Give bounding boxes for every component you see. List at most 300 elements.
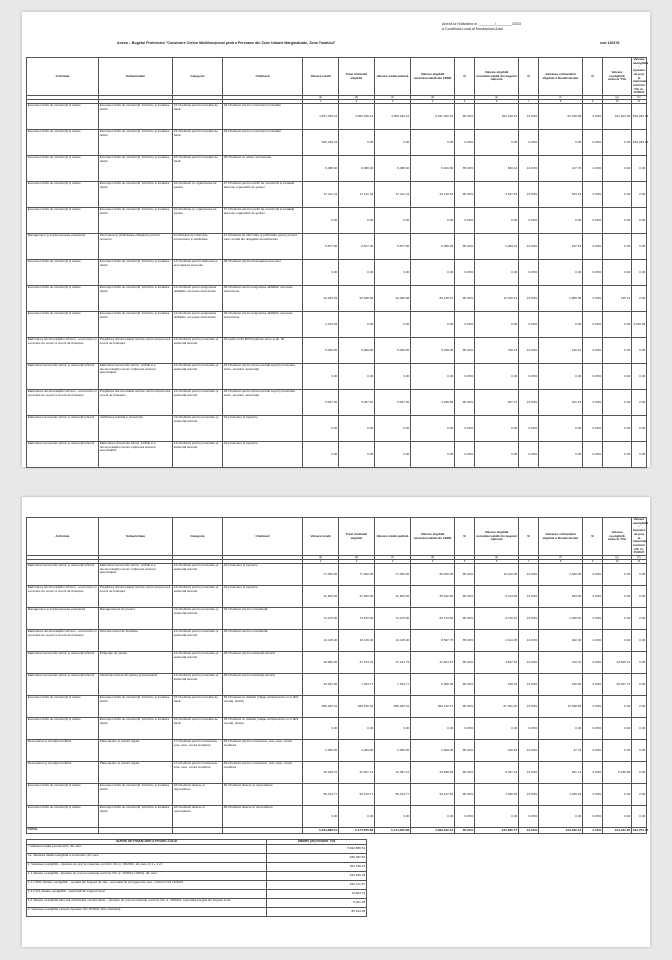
financing-value: 8,921.95 [267,898,367,907]
financing-label: 1.1.1 98% Valoare neeligibilă – la plata din bugetul de stat - suportată de la bugetul de stat - conform OG 15/2021 [27,880,267,889]
table-cell: 0.00 [411,416,455,442]
financing-value: 532,371.57 [267,880,367,889]
table-cell: 77,000.00 [375,564,411,586]
table-cell: Execuţie lucrări de construcţii, furnizare şi instalare dotări [99,130,173,156]
column-header: Valoare eligibilă nerambursabilă din FEDR [411,518,455,556]
table-cell: 1,885.38 [539,286,583,312]
table-cell: 0.00% [583,416,603,442]
table-cell: 14-Cheltuieli pentru proiectare şi asistenţă tehnică [173,652,223,674]
table-cell: 0.00 [603,784,632,806]
financing-row [27,862,367,871]
table-cell: 0.00 [539,208,583,234]
table-cell: 0.00 [339,312,375,338]
table-cell: 41,057.12 [375,762,411,784]
formula-cell: (c) [375,96,411,100]
table-cell: 0.00 [539,718,583,740]
table-cell: 0.00 [411,718,455,740]
table-cell: Executie lucrări de construcţii şi dotare [27,718,99,740]
total-cell [173,828,223,834]
table-cell: 0.00% [519,260,539,286]
index-cell: 2 [339,560,375,564]
table-cell: 12,250.41 [475,286,519,312]
table-cell: 0.00 [303,806,339,828]
table-cell: 77,000.00 [303,564,339,586]
table-cell: Executie lucrări de construcţii şi dotare [27,104,99,130]
table-cell: Execuţie lucrări de construcţii, furnizare şi instalare dotări [99,718,173,740]
table-cell: Pregătirea documentaţiei tehnice pentru depunerea cererii de finanţare [99,586,173,608]
column-header: % [583,518,603,556]
table-cell: 0.00 [411,260,455,286]
table-cell: 1,903.08 [411,740,455,762]
table-cell: 0.00 [632,762,647,784]
table-cell: 44-proiectare şi inginerie [223,586,303,608]
table-row [27,762,647,784]
total-cell: 13.00% [519,828,539,834]
table-cell: Decontarea și recepția lucrărilor [27,740,99,762]
column-header: % [455,58,475,96]
table-cell: 0.00 [603,338,632,364]
table-cell: 0.00% [519,806,539,828]
table-cell: 0.00 [475,260,519,286]
table-cell: 2.00% [583,156,603,182]
index-cell: 4 [411,560,455,564]
column-header: % [583,58,603,96]
table-cell: 13.00% [519,740,539,762]
table-cell: 14-Cheltuieli pentru asigurarea utilităţilor necesare obiectivului [173,286,223,312]
table-cell: 0.00 [632,718,647,740]
table-cell: 978.22 [475,674,519,696]
table-cell: 0.00 [475,312,519,338]
table-cell: 7,524.77 [339,674,375,696]
table-cell: 0.00 [632,260,647,286]
table-row [27,104,647,130]
table-cell: 0.00 [632,564,647,586]
formula-cell: (a) [303,556,339,560]
table-cell: 9,877.00 [375,234,411,260]
table-cell: 0.00 [303,416,339,442]
total-cell [223,828,303,834]
column-header: Valoarea cofinanțării eligibile a Beneficiarului [539,58,583,96]
financing-sources-table [26,839,367,917]
table-cell: Elaborarea proiectului tehnic şi asistenţă tehnică [27,564,99,586]
formula-cell: (d) [411,556,455,560]
table-cell: 74,970.00 [303,608,339,630]
table-cell: 14-Cheltuieli pentru proiectare şi asistenţă tehnică [173,630,223,652]
table-cell: Verificarea tehnică a proiectului [99,416,173,442]
table-cell: 27,211.34 [303,182,339,208]
table-cell: 7,524.77 [375,674,411,696]
table-cell: 0.00 [375,208,411,234]
table-cell: 0.00% [455,208,475,234]
table-cell: 0.00 [632,182,647,208]
table-cell: 42-studii şi NO BOT(studii de teren şi alt. 38 [223,338,303,364]
table-cell: 0.00 [603,718,632,740]
financing-row [27,907,367,916]
financing-label: 1.2 Valoare neeligibilă aferentă cheltuielilor rambursabile – Ajustare de preț la materiale conform OG nr. 15/2021, suportată integral din bugetul local [27,898,267,907]
table-cell: 0.00 [603,260,632,286]
table-cell: 13.00% [519,696,539,718]
annex-reference: Anexă la Hotărârea nr. ________/________/2023 [442,22,521,26]
table-cell: 27-Cheltuieli pentru lucrări de construcţii şi instalaţii aferente organizării de şantier [223,208,303,234]
table-cell: 14-Cheltuieli pentru proiectare şi asistenţă tehnică [173,416,223,442]
table-cell: 0.00 [632,364,647,390]
index-cell: 4 [411,100,455,104]
table-cell: 0.00 [475,208,519,234]
total-cell: 85.00% [455,828,475,834]
table-cell: 16-Cheltuieli cu organizarea de şantier [173,182,223,208]
index-cell: 1 [303,560,339,564]
table-cell: 13.00% [519,234,539,260]
column-header: Valoare totală [303,58,339,96]
table-cell: 0.00% [583,806,603,828]
table-cell: 5,057.50 [375,390,411,416]
table-cell: 8,597.75 [411,630,455,652]
table-cell: 65,450.00 [411,564,455,586]
formula-cell: (b) [339,556,375,560]
table-cell: 85.00% [455,696,475,718]
formula-cell: (d) [411,96,455,100]
table-cell: Elaborarea documentaţiilor tehnico - economice şi serviciilor de suport a cererii de finanţare [27,338,99,364]
table-cell: 2,389.50 [303,740,339,762]
table-cell: Execuţie lucrări de construcţii, furnizare şi instalare dotări [99,286,173,312]
table-cell: 85.00% [455,762,475,784]
table-cell: 4,827.52 [475,652,519,674]
table-cell: 0.00 [603,390,632,416]
budget-table-page-2 [26,517,647,834]
column-header: Activitate [27,58,99,96]
table-cell: 0.00 [303,442,339,468]
table-cell: 12,845.21 [603,652,632,674]
table-cell: 14-Cheltuieli pentru proiectare şi asistenţă tehnică [173,364,223,390]
column-header: Cheltuieli [223,58,303,96]
table-cell: 13-Cheltuieli pentru obţinerea şi amenajarea terenului [173,260,223,286]
financing-label: 2. Valoarea neeligibilă exclusiv Ajustare OG 15/2021 (alte cheltuieli) [27,907,267,916]
table-cell: 13.00% [519,652,539,674]
column-header: Valoare neeligibilă inclusiv TVA [603,58,632,96]
table-cell: 6,388.00 [303,156,339,182]
table-cell: 48-Cheltuieli pentru asistenţă tehnică [223,652,303,674]
table-cell: 0.00% [455,260,475,286]
table-cell: 127.76 [539,156,583,182]
table-cell: Executie lucrări de construcţii şi dotare [27,182,99,208]
table-cell: 1,314.95 [475,630,519,652]
table-cell: 0.00 [632,442,647,468]
table-cell: 59,314.77 [339,784,375,806]
total-cell [99,828,173,834]
column-header: Total cheltuieli eligibile [339,58,375,96]
table-cell: 830.44 [475,156,519,182]
column-header: % [519,518,539,556]
formula-cell: (h) [632,556,647,560]
table-cell: 0.00 [475,364,519,390]
table-cell: Elaborarea proiectului tehnic şi asistenţă tehnică [27,416,99,442]
table-row [27,364,647,390]
table-cell: 09-Cheltuieli pentru asigurarea utilităţilor necesare obiectivului [223,286,303,312]
table-cell: Elaborarea documentaţiilor tehnico - economice şi serviciilor de suport a cererii de finanţare [27,630,99,652]
financing-value: 5,810,888.51 [267,844,367,853]
table-cell: 0.00 [375,312,411,338]
column-header: Valoarea cofinanțării eligibile a Beneficiarului [539,518,583,556]
table-cell: 526,239.34 [303,130,339,156]
table-cell: 9,877.00 [303,234,339,260]
table-cell: 0.00 [603,806,632,828]
table-cell: Execuţie lucrări de construcţii, furnizare şi instalare dotări [99,156,173,182]
column-header: Subactivitate [99,518,173,556]
table-cell: 7,690.93 [475,784,519,806]
table-row [27,182,647,208]
table-cell: 13.00% [519,338,539,364]
table-cell: 41,650.00 [303,586,339,608]
column-header: Total cheltuieli eligibile [339,518,375,556]
table-cell: 23,129.64 [411,182,455,208]
table-row [27,130,647,156]
table-cell: 2.00% [583,390,603,416]
table-cell: 6,069.50 [339,338,375,364]
column-header: Valoare neeligibilă – Ajustare de preț la materiale conform OG nr. 15/2021 [632,517,648,555]
index-cell: 5 [455,560,475,564]
table-cell: 46-Cheltuieli pentru consultanţă [223,608,303,630]
table-cell: 14-Cheltuieli pentru proiectare şi asistenţă tehnică [173,390,223,416]
table-cell: 85.00% [455,390,475,416]
financing-label: I.a. Valoarea totală neeligibilă a proiectului, din care: [27,853,267,862]
table-cell: Elaborarea documentaţiilor tehnico - economice şi serviciilor de suport a cererii de finanţare [27,390,99,416]
table-cell: 09-Cheltuieli pentru asigurarea utilităţilor necesare obiectivului [223,312,303,338]
table-cell: 46,246.70 [303,762,339,784]
table-cell: 2.00% [583,104,603,130]
table-cell: Informarea şi publicitatea obligatorie privind proiectul [99,234,173,260]
table-cell: 31,564.57 [411,652,455,674]
table-cell: 0.00 [603,312,632,338]
table-cell: 0.00 [632,652,647,674]
table-cell: Plata taxelor și cotelor legale [99,762,173,784]
table-cell: 0.00 [603,696,632,718]
table-cell: 63,724.50 [411,608,455,630]
table-cell: 0.00 [475,416,519,442]
column-header: % [455,518,475,556]
index-cell: 3 [375,560,411,564]
formula-cell: (g) [603,96,632,100]
financing-label: 1. Valoarea neeligibilă – Ajustare de preţ la materiale conform OG nr. 15/2021, din care (1.1 + 1.2): [27,862,267,871]
table-cell: 0.00 [539,364,583,390]
table-row [27,338,647,364]
table-cell: Executie lucrări de construcţii şi dotare [27,130,99,156]
financing-row [27,844,367,853]
table-cell: 0.00% [583,208,603,234]
column-header: Valoare eligibilă nerambursabilă din FEDR [411,58,455,96]
table-cell: 08-Cheltuieli pentru amenajarea terenului [223,260,303,286]
column-header: % [519,58,539,96]
table-cell: 0.00 [632,208,647,234]
column-header: Categorie [173,58,223,96]
table-cell: 1,540.00 [539,564,583,586]
formula-cell: (b) [339,96,375,100]
table-cell: 669,932.32 [339,696,375,718]
table-row [27,564,647,586]
table-cell: 85.00% [455,630,475,652]
index-cell: 5 [455,100,475,104]
table-cell: 202.30 [539,630,583,652]
financing-label: I. Valoarea totală a proiectului, din care: [27,844,267,853]
table-cell: 0.00 [603,130,632,156]
table-cell: 0.00 [603,234,632,260]
table-cell: 10,115.00 [339,630,375,652]
table-cell: 161,914.30 [603,104,632,130]
table-cell: 0.00% [519,364,539,390]
table-row [27,784,647,806]
table-cell: 80,128.07 [411,286,455,312]
table-cell: 60-Cheltuieli diverse şi neprevăzute [223,784,303,806]
table-cell: 0.00 [411,442,455,468]
table-cell: 0.00% [519,312,539,338]
table-cell: 0.00% [583,442,603,468]
table-cell: 13.00% [519,586,539,608]
table-cell: 14-Cheltuieli pentru proiectare şi asistenţă tehnică [173,338,223,364]
index-cell: 6 [475,560,519,564]
table-cell: 0.00 [375,442,411,468]
table-cell: 4,315.39 [632,312,647,338]
formula-cell: (e) [475,96,519,100]
table-cell: 50,417.55 [411,784,455,806]
table-cell: 0.00 [339,130,375,156]
table-cell: 6,396.05 [411,674,455,696]
table-cell: 0.00% [455,364,475,390]
table-cell: 46-Cheltuieli pentru consultanţă [223,630,303,652]
table-cell: Executie lucrări de construcţii şi dotare [27,784,99,806]
table-cell: 2.00% [583,784,603,806]
table-cell: 13.00% [519,630,539,652]
table-cell: 0.00 [603,630,632,652]
index-cell: 7 [519,100,539,104]
table-cell: 0.00 [339,806,375,828]
table-cell: 6,388.00 [339,156,375,182]
table-cell: 0.00 [303,260,339,286]
table-cell: 25,497.73 [603,674,632,696]
table-cell: 14-Cheltuieli pentru asigurarea utilităţilor necesare obiectivului [173,312,223,338]
table-cell: 6,388.00 [375,156,411,182]
table-cell: 310.63 [475,740,519,762]
table-cell: 0.00% [455,442,475,468]
table-cell: 2,389.50 [339,740,375,762]
table-cell: Elaborarea documentaţiilor tehnico - economice şi serviciilor de suport a cererii de finanţare [27,586,99,608]
table-cell: Plata taxelor și cotelor legale [99,740,173,762]
table-cell: 85.00% [455,182,475,208]
table-cell: Pregătirea documentaţiei tehnice pentru depunerea cererii de finanţare [99,390,173,416]
total-cell: 103,490.12 [539,828,583,834]
table-cell: 43-Cheltuieli pentru (documentaţii suport) proiectare avize, acorduri, autorizaţii [223,390,303,416]
index-cell: 1 [303,100,339,104]
total-cell: 5,174,505.88 [339,828,375,834]
table-cell: 53-Cheltuieli cu dotările (utilaje,echipamente cu şi fără montaj, dotări) [223,696,303,718]
table-row [27,156,647,182]
table-cell: 0.00 [632,390,647,416]
table-row [27,416,647,442]
total-cell: 5,174,505.88 [375,828,411,834]
index-cell: 11 [632,100,647,104]
table-cell: Executie lucrări de construcţii şi dotare [27,806,99,828]
table-cell: 43-Cheltuieli pentru (documentaţii suport) proiectare avize, acorduri, autorizaţii [223,364,303,390]
financing-value: 543,236.29 [267,871,367,880]
table-cell: 44-proiectare şi inginerie [223,416,303,442]
table-cell: Execuţie lucrări de construcţii, furnizare şi instalare dotări [99,260,173,286]
table-cell: 526,239.34 [632,130,647,156]
table-cell: 0.00 [339,260,375,286]
table-cell: 0.00 [375,364,411,390]
table-cell: 13,398.65 [539,696,583,718]
table-cell: 14-Cheltuieli pentru proiectare şi asistenţă tehnică [173,564,223,586]
table-cell: 13.00% [519,390,539,416]
table-cell: 17-Cheltuieli pentru comisioane, cote, taxe, costul creditului [173,740,223,762]
formula-cell: (c) [375,556,411,560]
table-cell: 33,022.50 [303,674,339,696]
table-cell: 0.00% [455,130,475,156]
table-cell: 2.00% [583,234,603,260]
table-cell: 13.00% [519,182,539,208]
table-cell: 18-Cheltuieli diverse şi neprevăzute [173,784,223,806]
table-cell: 94,368.98 [375,286,411,312]
table-cell: 6-Cheltuieli de informare, comunicare şi publicitate [173,234,223,260]
financing-header-left: SURSE DE FINANTARE A PROIECTULUI [27,840,267,845]
table-cell: 0.00 [475,442,519,468]
table-cell: Pregătirea documentaţiei tehnice pentru depunerea cererii de finanţare [99,338,173,364]
table-cell: 60-Cheltuieli diverse şi neprevăzute [223,806,303,828]
table-cell: 0.00 [632,674,647,696]
index-cell: 2 [339,100,375,104]
table-cell: 0.00 [411,130,455,156]
table-cell: 15-Cheltuieli pentru investiţia de bază [173,718,223,740]
table-cell: 94,944.09 [303,286,339,312]
table-cell: 9,746.10 [475,608,519,630]
table-cell: 14-Cheltuieli pentru proiectare şi asistenţă tehnică [173,442,223,468]
table-cell: 5,158.08 [411,338,455,364]
table-cell: 4,050,949.24 [375,104,411,130]
council-reference: a Consiliului Local al Municipiului Arad [442,27,503,31]
table-cell: 25-Cheltuieli cu active necorporale [223,156,303,182]
table-row [27,442,647,468]
table-cell: 0.00 [411,364,455,390]
financing-value: 10,864.72 [267,889,367,898]
column-header: Valoare neeligibilă – Ajustare de preț la materiale conform OG nr. 15/2021 [632,57,648,95]
table-cell: 4,050,946.14 [339,104,375,130]
table-row [27,806,647,828]
table-cell: 0.00 [339,718,375,740]
financing-value: 551,158.24 [267,862,367,871]
table-cell: Elaborarea proiectului tehnic, a DDE si a documentaţiilor pentru obţinerea avizelor, autorizaţiilor [99,364,173,390]
table-cell: 5,057.50 [339,390,375,416]
column-header: Subactivitate [99,58,173,96]
table-cell: 0.00% [455,718,475,740]
financing-row [27,853,367,862]
formula-cell: (f) [539,556,583,560]
formula-cell: (f) [539,96,583,100]
total-row [27,828,647,834]
table-cell: 14-Cheltuieli pentru proiectare şi asistenţă tehnică [173,674,223,696]
table-cell: 0.00 [632,806,647,828]
table-row [27,586,647,608]
table-cell: 23-Cheltuieli pentru construcţii şi instalaţii [223,130,303,156]
table-cell: 41,650.00 [339,586,375,608]
table-cell: 0.00 [475,718,519,740]
table-cell: 13.00% [519,286,539,312]
table-cell: 41,057.12 [339,762,375,784]
table-cell: 2.00% [583,608,603,630]
table-cell: 0.00 [303,364,339,390]
table-cell: 0.00% [455,806,475,828]
table-cell: 13.00% [519,608,539,630]
table-cell: 2.00% [583,762,603,784]
column-header: Valoare totală publică [375,58,411,96]
table-cell: 13.00% [519,674,539,696]
table-cell: Executie lucrări de construcţii şi dotare [27,312,99,338]
